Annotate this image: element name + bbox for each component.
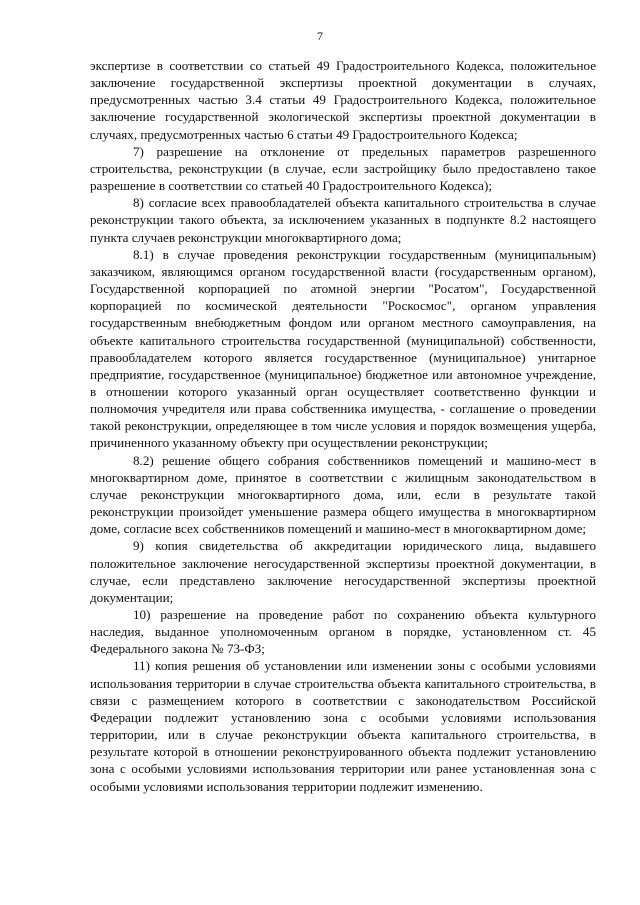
page-number: 7 <box>317 29 323 43</box>
paragraph-item-7: 7) разрешение на отклонение от предельных параметров разрешенного строительства, реконструкции (в случае, если застройщику было предоставлено такое разрешение в соответствии со статьей 40 Градостроительного Кодекса); <box>90 143 596 194</box>
document-body <box>90 57 596 795</box>
paragraph-item-10: 10) разрешение на проведение работ по сохранению объекта культурного наследия, выданное уполномоченным органом в порядке, установленном ст. 45 Федерального закона № 73-ФЗ; <box>90 607 596 657</box>
paragraph-item-8: 8) согласие всех правообладателей объекта капитального строительства в случае реконструкции такого объекта, за исключением указанных в подпункте 8.2 настоящего пункта случаев реконструкции многоквартирного дома; <box>90 195 596 245</box>
paragraph-item-8-2: 8.2) решение общего собрания собственников помещений и машино-мест в многоквартирном доме, принятое в соответствии с жилищным законодательством в случае реконструкции многоквартирного дома, или, если в результате такой реконструкции произойдет уменьшение размера общего имущества в многоквартирном доме, согласие всех собственников помещений и машино-мест в многоквартирном доме; <box>90 452 596 537</box>
paragraph-item-8-1: 8.1) в случае проведения реконструкции государственным (муниципальным) заказчиком, являющимся органом государственной власти (государственным органом), Государственной корпорацией по атомной энергии "Росатом", Государственной корпорацией по космической деятельности "Роскосмос", органом управления государственным внебюджетным фондом или органом местного самоуправления, на объекте капитального строительства государственной (муниципальной) собственности, правообладателем которого является государственное (муниципальное) унитарное предприятие, государственное (муниципальное) бюджетное или автономное учреждение, в отношении которого указанный орган осуществляет соответственно функции и полномочия учредителя или права собственника имущества, - соглашение о проведении такой реконструкции, определяющее в том числе условия и порядок возмещения ущерба, причиненного указанному объекту при осуществлении реконструкции; <box>90 246 596 451</box>
paragraph-item-11: 11) копия решения об установлении или изменении зоны с особыми условиями использования территории в случае строительства объекта капитального строительства, в связи с размещением которого в соответствии с законодательством Российской Федерации подлежит установлению зона с особыми условиями использования территории, или в случае реконструкции объекта капитального строительства, в результате которой в отношении реконструированного объекта подлежит установлению зона с особыми условиями использования территории или ранее установленная зона с особыми условиями использования территории подлежит изменению. <box>90 658 596 794</box>
paragraph-item-9: 9) копия свидетельства об аккредитации юридического лица, выдавшего положительное заключение негосударственной экспертизы проектной документации, в случае, если представлено заключение негосударственной экспертизы проектной документации; <box>90 538 596 605</box>
paragraph-continuation: экспертизе в соответствии со статьей 49 Градостроительного Кодекса, положительное заключение государственной экспертизы проектной документации в случаях, предусмотренных частью 3.4 статьи 49 Градостроительного Кодекса, положительное заключение государственной экологической экспертизы проектной документации в случаях, предусмотренных частью 6 статьи 49 Градостроительного Кодекса; <box>90 58 596 142</box>
